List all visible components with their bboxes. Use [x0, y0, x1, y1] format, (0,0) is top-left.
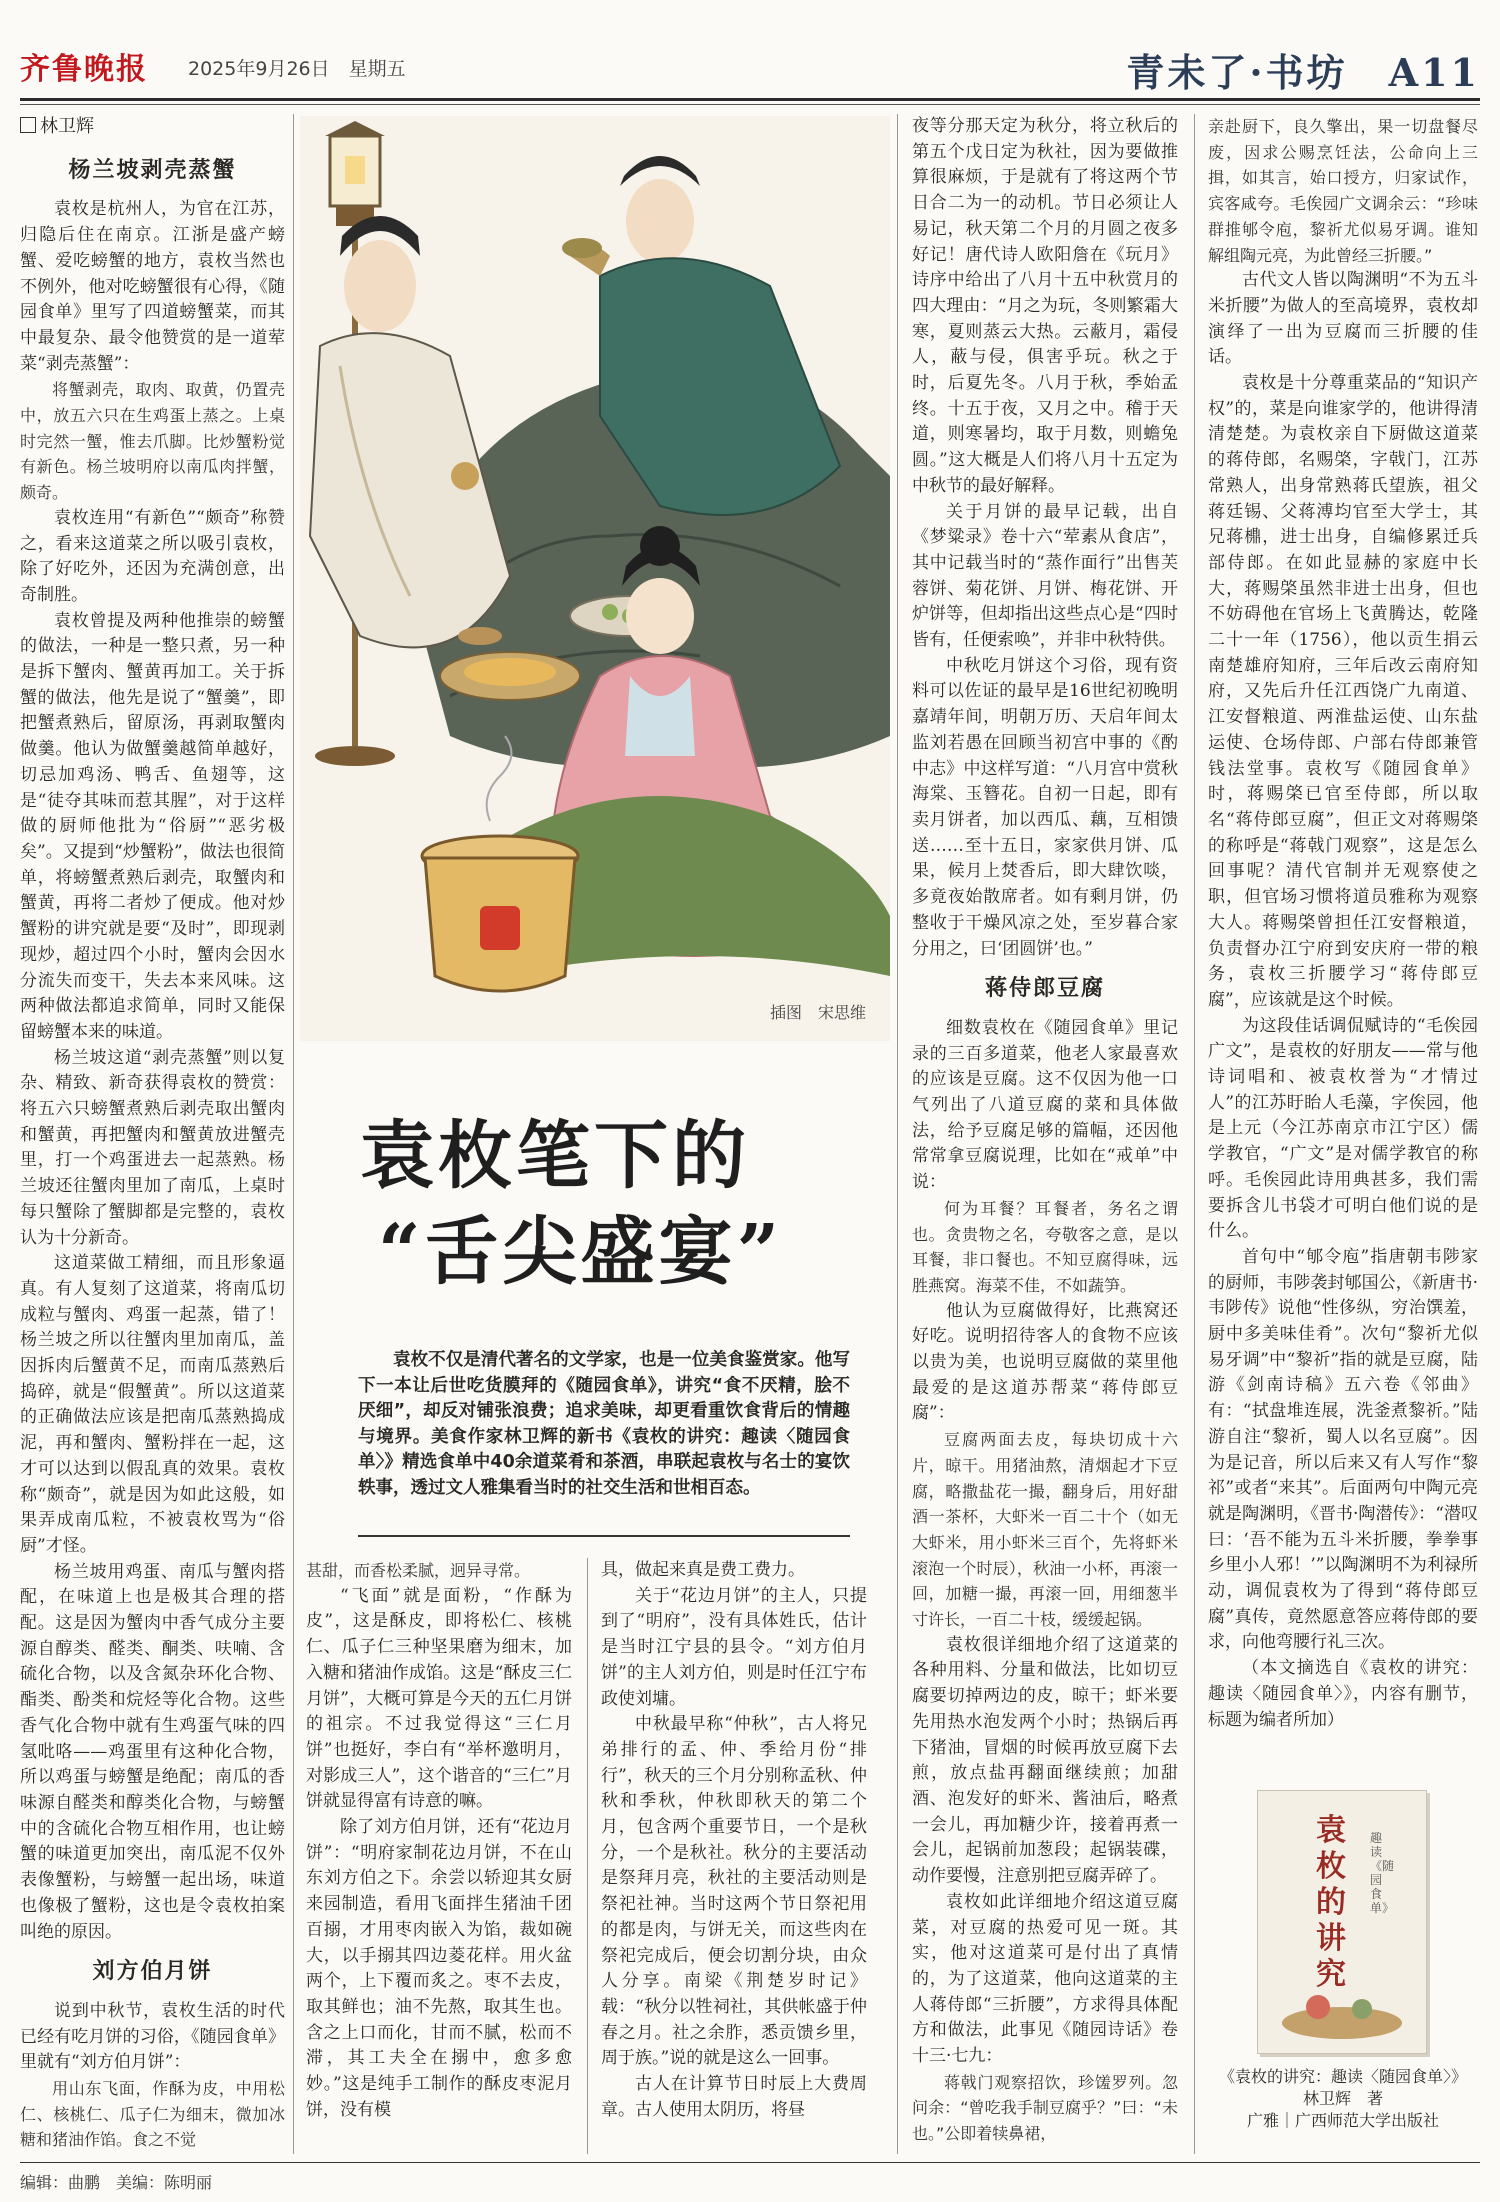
paragraph: 细数袁枚在《随园食单》里记录的三百多道菜，他老人家最喜欢的应该是豆腐。这不仅因为他一口气列出了八道豆腐的菜和具体做法，给予豆腐足够的篇幅，还因他常常拿豆腐说理，比如在“戒单”中说：: [912, 1017, 1178, 1193]
quote: 何为耳餐？耳餐者，务名之谓也。贪贵物之名，夸敬客之意，是以耳餐，非口餐也。不知豆腐得味，远胜燕窝。海菜不佳，不如蔬笋。: [912, 1198, 1178, 1295]
book-cover-title: 袁枚的讲究: [1316, 1813, 1346, 1992]
book-caption-publisher: 广雅｜广西师范大学出版社: [1246, 2111, 1439, 2130]
header-rule: [20, 98, 1480, 101]
headline-line-1: 袁枚笔下的: [360, 1113, 750, 1199]
paragraph: 具，做起来真是费工费力。: [601, 1560, 805, 1580]
column-divider: [293, 114, 294, 2154]
book-cover: [1257, 1790, 1427, 2054]
source-note: （本文摘选自《袁枚的讲究：趣读〈随园食单〉》，内容有删节，标题为编者所加）: [1208, 1658, 1478, 1730]
paragraph: 除了刘方伯月饼，还有“花边月饼”：“明府家制花边月饼，不在山东刘方伯之下。余尝以轿迎其女厨来园制造，看用飞面拌生猪油千团百搦，才用枣肉嵌入为馅，裁如碗大，以手搦其四边菱花样。用火盆两个，上下覆而炙之。枣不去皮，取其鲜也；油不先熬，取其生也。含之上口而化，甘而不腻，松而不滞，其工夫全在搦中，愈多愈妙。”这是纯手工制作的酥皮枣泥月饼，没有模: [306, 1817, 572, 2120]
quote: 蒋戟门观察招饮，珍馐罗列。忽问余：“曾吃我手制豆腐乎？”曰：“未也。”公即着犊鼻裙，: [912, 2072, 1178, 2144]
paragraph: “飞面”就是面粉，“作酥为皮”，这是酥皮，即将松仁、核桃仁、瓜子仁三种坚果磨为细末，加入糖和猪油作成馅。这是“酥皮三仁月饼”，大概可算是今天的五仁月饼的祖宗。不过我觉得这“三仁月饼”也挺好，李白有“举杯邀明月，对影成三人”，这个谐音的“三仁”月饼就显得富有诗意的嘛。: [306, 1585, 572, 1812]
column-4: [912, 114, 1178, 2154]
paragraph: 袁枚曾提及两种他推崇的螃蟹的做法，一种是一整只煮，另一种是拆下蟹肉、蟹黄再加工。关于拆蟹的做法，他先是说了“蟹羹”，即把蟹煮熟后，留原汤，再剥取蟹肉做羹。他认为做蟹羹越简单越好，切忌加鸡汤、鸭舌、鱼翅等，这是“徒夺其味而惹其腥”，对于这样做的厨师他批为“俗厨”“恶劣极矣”。又提到“炒蟹粉”，做法也很简单，将螃蟹煮熟后剥壳，取蟹肉和蟹黄，再将二者炒了便成。他对炒蟹粉的讲究就是要“及时”，即现剥现炒，超过四个小时，蟹肉会因水分流失而变干，失去本来风味。这两种做法都追求简单，同时又能保留螃蟹本来的味道。: [20, 610, 285, 1042]
page-header: [20, 0, 1480, 100]
book-caption-title: 《袁枚的讲究：趣读〈随园食单〉》: [1218, 2067, 1467, 2086]
quote: 甚甜，而香松柔腻，迥异寻常。: [306, 1561, 531, 1580]
book-cover-subtitle: 趣读《随园食单》: [1370, 1831, 1395, 1915]
headline: [360, 1108, 880, 1300]
newspaper-logo: 齐鲁晚报: [20, 52, 148, 87]
editor-credits: 编辑：曲鹏 美编：陈明丽: [20, 2173, 213, 2192]
paragraph: 这道菜做工精细，而且形象逼真。有人复刻了这道菜，将南瓜切成粒与蟹肉、鸡蛋一起蒸，错了！杨兰坡之所以往蟹肉里加南瓜，盖因拆肉后蟹黄不足，而南瓜蒸熟后捣碎，就是“假蟹黄”。所以这道菜的正确做法应该是把南瓜蒸熟捣成泥，再和蟹肉、蟹粉拌在一起，这才可以达到以假乱真的效果。袁枚称“颇奇”，就是因为如此这般，如果弄成南瓜粒，不被袁枚骂为“俗厨”才怪。: [20, 1253, 285, 1556]
paragraph: 古代文人皆以陶渊明“不为五斗米折腰”为做人的至高境界，袁枚却演绎了一出为豆腐而三折腰的佳话。: [1208, 270, 1478, 368]
lede-text: 袁枚不仅是清代著名的文学家，也是一位美食鉴赏家。他写下一本让后世吃货膜拜的《随园食单》，讲究“食不厌精，脍不厌细”，却反对铺张浪费；追求美味，却更看重饮食背后的情趣与境界。美食作家林卫辉的新书《袁枚的讲究：趣读〈随园食单〉》精选食单中40余道菜肴和茶酒，串联起袁枚与名士的宴饮轶事，透过文人雅集看当时的社交生活和世相百态。: [358, 1350, 850, 1498]
paragraph: 首句中“郇令庖”指唐朝韦陟家的厨师，韦陟袭封郇国公，《新唐书·韦陟传》说他“性侈纵，穷治馔羞，厨中多美味佳肴”。次句“黎祈尤似易牙调”中“黎祈”指的就是豆腐，陆游《剑南诗稿》五六卷《邻曲》有：“拭盘堆连展，洗釜煮黎祈。”陆游自注“黎祈，蜀人以名豆腐”。因为是记音，所以后来又有人写作“黎祁”或者“来其”。后面两句中陶元亮就是陶渊明，《晋书·陶潜传》：“潜叹曰：‘吾不能为五斗米折腰，拳拳事乡里小人邪！’”以陶渊明不为利禄所动，调侃袁枚为了得到“蒋侍郎豆腐”真传，竟然愿意答应蒋侍郎的要求，向他弯腰行礼三次。: [1208, 1246, 1478, 1653]
quote: 用山东飞面，作酥为皮，中用松仁、核桃仁、瓜子仁为细末，微加冰糖和猪油作馅。食之不觉: [20, 2079, 285, 2150]
paragraph: 古人在计算节日时辰上大费周章。古人使用太阴历，将昼: [601, 2074, 867, 2120]
paragraph: 袁枚连用“有新色”“颇奇”称赞之，看来这道菜之所以吸引袁枚，除了好吃外，还因为充满创意，出奇制胜。: [20, 507, 285, 605]
paragraph: 杨兰坡这道“剥壳蒸蟹”则以复杂、精致、新奇获得袁枚的赞赏：将五六只螃蟹煮熟后剥壳取出蟹肉和蟹黄，再把蟹肉和蟹黄放进蟹壳里，打一个鸡蛋进去一起蒸熟。杨兰坡还往蟹肉里加了南瓜，上桌时每只蟹除了蟹脚都是完整的，袁枚认为十分新奇。: [20, 1047, 285, 1248]
book-caption: [1218, 2066, 1468, 2132]
quote: 豆腐两面去皮，每块切成十六片，晾干。用猪油熬，清烟起才下豆腐，略撒盐花一撮，翻身后，用好甜酒一茶杯，大虾米一百二十个（如无大虾米，用小虾米三百个，先将虾米滚泡一个时辰），秋油一小杯，再滚一回，加糖一撮，再滚一回，用细葱半寸许长，一百二十枝，缓缓起锅。: [912, 1430, 1178, 1630]
quote: 亲赴厨下，良久擎出，果一切盘餐尽废，因求公赐烹饪法，公命向上三揖，如其言，始口授方，归家试作，宾客咸夸。毛俟园广文调余云：“珍味群推郇令庖，黎祈尤似易牙调。谁知解组陶元亮，为此曾经三折腰。”: [1208, 117, 1478, 265]
column-2: [306, 1558, 572, 2154]
paragraph: 袁枚如此详细地介绍这道豆腐菜，对豆腐的热爱可见一斑。其实，他对这道菜可是付出了真情的，为了这道菜，他向这道菜的主人蒋侍郎“三折腰”，方求得具体配方和做法，此事见《随园诗话》卷十三·七九：: [912, 1891, 1178, 2067]
paragraph: 关于月饼的最早记载，出自《梦粱录》卷十六“荤素从食店”，其中记载当时的“蒸作面行”出售芙蓉饼、菊花饼、月饼、梅花饼、开炉饼等，但却指出这些点心是“四时皆有，任便索唤”，并非中秋特供。: [912, 501, 1178, 651]
paragraph: 袁枚是杭州人，为官在江苏，归隐后住在南京。江浙是盛产螃蟹、爱吃螃蟹的地方，袁枚当然也不例外，他对吃螃蟹很有心得，《随园食单》里写了四道螃蟹菜，而其中最复杂、最令他赞赏的是一道荤菜“剥壳蒸蟹”：: [20, 199, 285, 374]
subheading-tofu: 蒋侍郎豆腐: [984, 975, 1105, 1002]
column-5: [1208, 114, 1478, 1774]
paragraph: 袁枚是十分尊重菜品的“知识产权”的，菜是向谁家学的，他讲得清清楚楚。为袁枚亲自下厨做这道菜的蒋侍郎，名赐棨，字戟门，江苏常熟人，出身常熟蒋氏望族，祖父蒋廷锡、父蒋溥均官至大学士，其兄蒋檙，进士出身，自编修累迁兵部侍郎。在如此显赫的家庭中长大，蒋赐棨虽然非进士出身，但也不妨碍他在官场上飞黄腾达，乾隆二十一年（1756），他以贡生捐云南楚雄府知府，三年后改云南府知府，又先后升任江西饶广九南道、江安督粮道、两淮盐运使、山东盐运使、仓场侍郎、户部右侍郎兼管钱法堂事。袁枚写《随园食单》时，蒋赐棨已官至侍郎，所以取名“蒋侍郎豆腐”，但正文对蒋赐棨的称呼是“蒋戟门观察”，这是怎么回事呢？清代官制并无观察使之职，但官场习惯将道员雅称为观察大人。蒋赐棨曾担任江安督粮道，负责督办江宁府到安庆府一带的粮务，袁枚三折腰学习“蒋侍郎豆腐”，应该就是这个时候。: [1208, 373, 1478, 1010]
section-page-title: 青未了·书坊 A11: [1126, 50, 1480, 95]
lede: [358, 1348, 850, 1501]
paragraph: 中秋吃月饼这个习俗，现有资料可以佐证的最早是16世纪初晚明嘉靖年间，明朝万历、天启年间太监刘若愚在回顾当初宫中事的《酌中志》中这样写道：“八月宫中赏秋海棠、玉簪花。自初一日起，即有卖月饼者，加以西瓜、藕，互相馈送……至十五日，家家供月饼、瓜果，候月上焚香后，即大肆饮啖，多竟夜始散席者。如有剩月饼，仍整收于干燥风凉之处，至岁暮合家分用之，曰‘团圆饼’也。”: [912, 655, 1178, 959]
illustration-scholars-feast-icon: [300, 116, 890, 1041]
issue-date: 2025年9月26日 星期五: [188, 58, 406, 80]
paragraph: 关于“花边月饼”的主人，只提到了“明府”，没有具体姓氏，估计是当时江宁县的县令。“刘方伯月饼”的主人刘方伯，则是时任江宁布政使刘墉。: [601, 1585, 867, 1709]
footer-rule: [20, 2162, 1480, 2163]
book-caption-author: 林卫辉 著: [1302, 2089, 1383, 2108]
book-cover-art-icon: [1258, 1973, 1426, 2053]
paragraph: 杨兰坡用鸡蛋、南瓜与蟹肉搭配，在味道上也是极其合理的搭配。这是因为蟹肉中香气成分主要源自醇类、醛类、酮类、呋喃、含硫化合物，以及含氮杂环化合物、酯类、酚类和烷烃等化合物。这些香气化合物中就有生鸡蛋气味的四氢吡咯——鸡蛋里有这种化合物，所以鸡蛋与螃蟹是绝配；南瓜的香味源自醛类和醇类化合物，与螃蟹中的含硫化合物互相作用，也让螃蟹的味道更加突出，南瓜泥不仅外表像蟹粉，与螃蟹一起出场，味道也像极了蟹粉，这也是令袁枚拍案叫绝的原因。: [20, 1561, 285, 1942]
paragraph: 袁枚很详细地介绍了这道菜的各种用料、分量和做法，比如切豆腐要切掉两边的皮，晾干；虾米要先用热水泡发两个小时；热锅后再下猪油，冒烟的时候再放豆腐下去煎，放点盐再翻面继续煎；加甜酒、泡发好的虾米、酱油后，略煮一会儿，再加糖少许，接着再煮一会儿，起锅前加葱段；起锅装碟，动作要慢，注意别把豆腐弄碎了。: [912, 1634, 1178, 1887]
paragraph: 说到中秋节，袁枚生活的时代已经有吃月饼的习俗，《随园食单》里就有“刘方伯月饼”：: [20, 2000, 285, 2073]
illustration-caption: 插图 宋思维: [770, 1003, 867, 1022]
column-divider: [1194, 114, 1195, 2154]
header-rule-thin: [20, 104, 1480, 105]
paragraph: 中秋最早称“仲秋”，古人将兄弟排行的孟、仲、季给月份“排行”，秋天的三个月分别称孟秋、仲秋和季秋，仲秋即秋天的第二个月，包含两个重要节日，一个是秋分，一个是秋社。秋分的主要活动是祭拜月亮，秋社的主要活动则是祭祀社神。当时这两个节日祭祀用的都是肉，与饼无关，而这些肉在祭祀完成后，便会切割分块，由众人分享。南梁《荆楚岁时记》载：“秋分以牲祠社，其供帐盛于仲春之月。社之余胙，悉贡馈乡里，周于族。”说的就是这么一回事。: [601, 1714, 867, 2069]
paragraph: 夜等分那天定为秋分，将立秋后的第五个戊日定为秋社，因为要做推算很麻烦，于是就有了将这两个节日合二为一的动机。节日必须让人易记，秋天第二个月的月圆之夜多好记！唐代诗人欧阳詹在《玩月》诗序中给出了八月十五中秋赏月的四大理由：“月之为玩，冬则繁霜大寒，夏则蒸云大热。云蔽月，霜侵人，蔽与侵，俱害乎玩。秋之于时，后夏先冬。八月于秋，季始孟终。十五于夜，又月之中。稽于天道，则寒暑均，取于月数，则蟾兔圆。”这大概是人们将八月十五定为中秋节的最好解释。: [912, 116, 1178, 496]
column-3: [601, 1558, 867, 2154]
column-divider: [587, 1558, 588, 2154]
subheading-mooncake: 刘方伯月饼: [92, 1958, 213, 1985]
subheading-crab: 杨兰坡剥壳蒸蟹: [68, 156, 237, 183]
column-divider: [897, 114, 898, 2154]
illustration: [300, 116, 890, 1041]
column-1: [20, 114, 285, 2154]
lede-rule: [358, 1535, 850, 1537]
byline-box-icon: [20, 117, 36, 133]
headline-line-2: “舌尖盛宴”: [378, 1209, 784, 1295]
paragraph: 他认为豆腐做得好，比燕窝还好吃。说明招待客人的食物不应该以贵为美，也说明豆腐做的菜里他最爱的是这道苏帮菜“蒋侍郎豆腐”：: [912, 1300, 1178, 1424]
quote: 将蟹剥壳，取肉、取黄，仍置壳中，放五六只在生鸡蛋上蒸之。上桌时完然一蟹，惟去爪脚。比炒蟹粉觉有新色。杨兰坡明府以南瓜肉拌蟹，颇奇。: [20, 380, 285, 503]
paragraph: 为这段佳话调侃赋诗的“毛俟园广文”，是袁枚的好朋友——常与他诗词唱和、被袁枚誉为“才情过人”的江苏盱眙人毛藻，字俟园，他是上元（今江苏南京市江宁区）儒学教官，“广文”是对儒学教官的称呼。毛俟园此诗用典甚多，我们需要拆含儿书袋才可明白他们说的是什么。: [1208, 1015, 1478, 1242]
byline: 林卫辉: [20, 114, 285, 140]
